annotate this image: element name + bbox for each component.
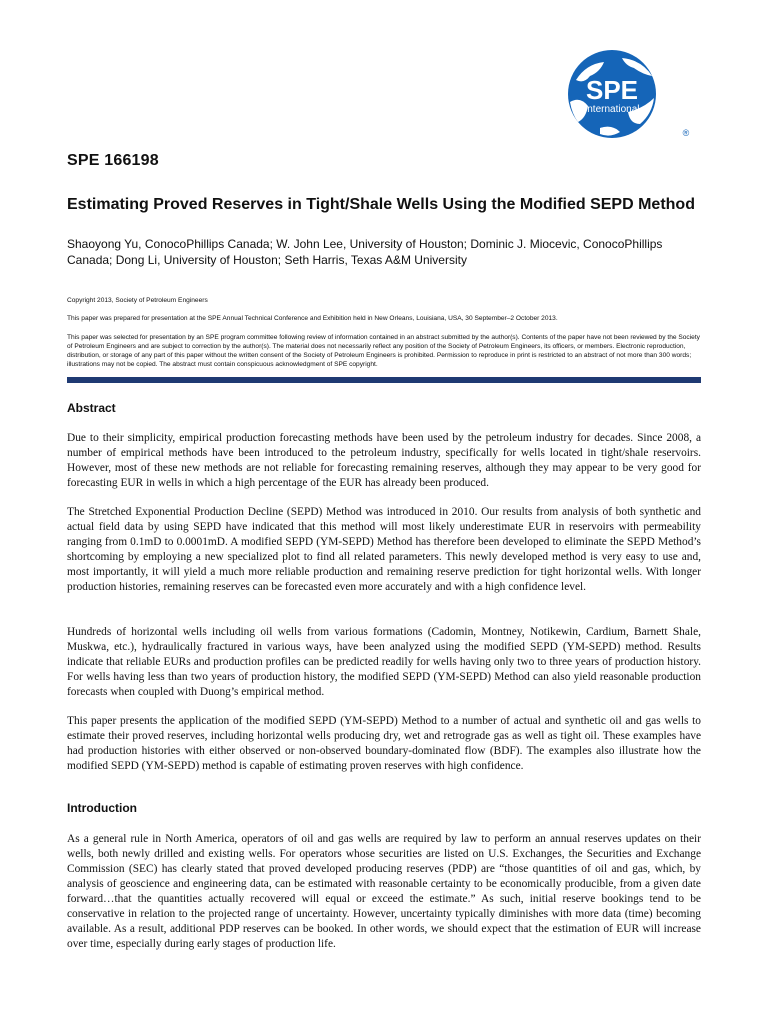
abstract-paragraph: This paper presents the application of the modified SEPD (YM-SEPD) Method to a number of actual and synthetic oil and gas wells to estimate their proved reserves, including horizontal wells producing dry, wet and retrograde gas as well as tight oil. These examples have had production histories with either observed or non-observed boundary-dominated flow (BDF). The examples also illustrate how the modified SEPD (YM-SEPD) method is capable of estimating proven reserves with high confidence. <box>67 715 701 772</box>
abstract-paragraph: The Stretched Exponential Production Decline (SEPD) Method was introduced in 2010. Our results from analysis of both synthetic and actual field data by using SEPD have indicated that this method will most likely underestimate EUR in reservoirs with permeability ranging from 0.1mD to 0.0001mD. A modified SEPD (YM-SEPD) Method has therefore been developed to eliminate the SEPD Method’s shortcoming by employing a new specialized plot to find all related parameters. This newly developed method is very easy to use and, most importantly, it will yield a much more reliable production and remaining reserve prediction for tight horizontal wells. With longer production histories, remaining reserves can be forecasted even more accurately and with a high confidence level. <box>67 506 701 593</box>
logo-text-spe: SPE <box>585 75 639 105</box>
introduction-heading: Introduction <box>67 801 137 815</box>
registered-mark: ® <box>682 128 690 138</box>
paper-number: SPE 166198 <box>67 152 159 169</box>
spe-international-logo <box>530 50 698 142</box>
abstract-paragraph: Due to their simplicity, empirical production forecasting methods have been used by the petroleum industry for decades. Since 2008, a number of empirical methods have been introduced to the petroleum industry, specifically for wells located in tight/shale reservoirs. However, most of these new methods are not reliable for forecasting remaining reserves, although they may appear to be very good for forecasting EUR in wells in which a high percentage of the EUR has already been produced. <box>67 432 701 489</box>
author-list: Shaoyong Yu, ConocoPhillips Canada; W. John Lee, University of Houston; Dominic J. Miocevic, ConocoPhillips Canada; Dong Li, University of Houston; Seth Harris, Texas A&M University <box>67 237 663 267</box>
paper-title: Estimating Proved Reserves in Tight/Shale Wells Using the Modified SEPD Method <box>67 196 695 213</box>
header-divider <box>67 377 701 383</box>
logo-text-international: International <box>584 104 640 115</box>
copyright-notice: Copyright 2013, Society of Petroleum Engineers <box>67 297 208 304</box>
introduction-paragraph: As a general rule in North America, operators of oil and gas wells are required by law to perform an annual reserves updates on their wells, both newly drilled and existing wells. For operators whose securities are listed on U.S. Exchanges, the Securities and Exchange Commission (SEC) has clearly stated that proved developed producing reserves (PDP) are “those quantities of oil and gas, which, by analysis of geoscience and engineering data, can be estimated with reasonable certainty to be economically producible, from a given date forward…that the quantities actually recovered will equal or exceed the estimate.” As such, initial reserve bookings tend to be conservative in relation to the projected range of uncertainty. However, uncertainty typically diminishes with more data (time) becoming available. As a result, additional PDP reserves can be booked. In other words, we should expect that the estimation of EUR will increase over time, especially during early stages of production life. <box>67 833 701 950</box>
presentation-notice: This paper was prepared for presentation at the SPE Annual Technical Conference and Exhibition held in New Orleans, Louisiana, USA, 30 September–2 October 2013. <box>67 315 558 322</box>
abstract-heading: Abstract <box>67 401 116 415</box>
abstract-paragraph: Hundreds of horizontal wells including oil wells from various formations (Cadomin, Montney, Notikewin, Cardium, Barnett Shale, Muskwa, etc.), hydraulically fractured in various ways, have been analyzed using the modified SEPD (YM-SEPD) method. Results indicate that reliable EURs and production profiles can be predicted readily for wells having only two to three years of production history. For wells having less than two years of production history, the modified SEPD (YM-SEPD) Method can also yield reasonable production forecasts when coupled with Duong’s empirical method. <box>67 626 701 698</box>
selection-notice: This paper was selected for presentation by an SPE program committee following review of information contained in an abstract submitted by the author(s). Contents of the paper have not been reviewed by the Society of Petroleum Engineers and are subject to correction by the author(s). The material does not necessarily reflect any position of the Society of Petroleum Engineers, its officers, or members. Electronic reproduction, distribution, or storage of any part of this paper without the written consent of the Society of Petroleum Engineers is prohibited. Permission to reproduce in print is restricted to an abstract of not more than 300 words; illustrations may not be copied. The abstract must contain conspicuous acknowledgment of SPE copyright. <box>67 334 700 368</box>
globe-icon <box>530 50 698 142</box>
